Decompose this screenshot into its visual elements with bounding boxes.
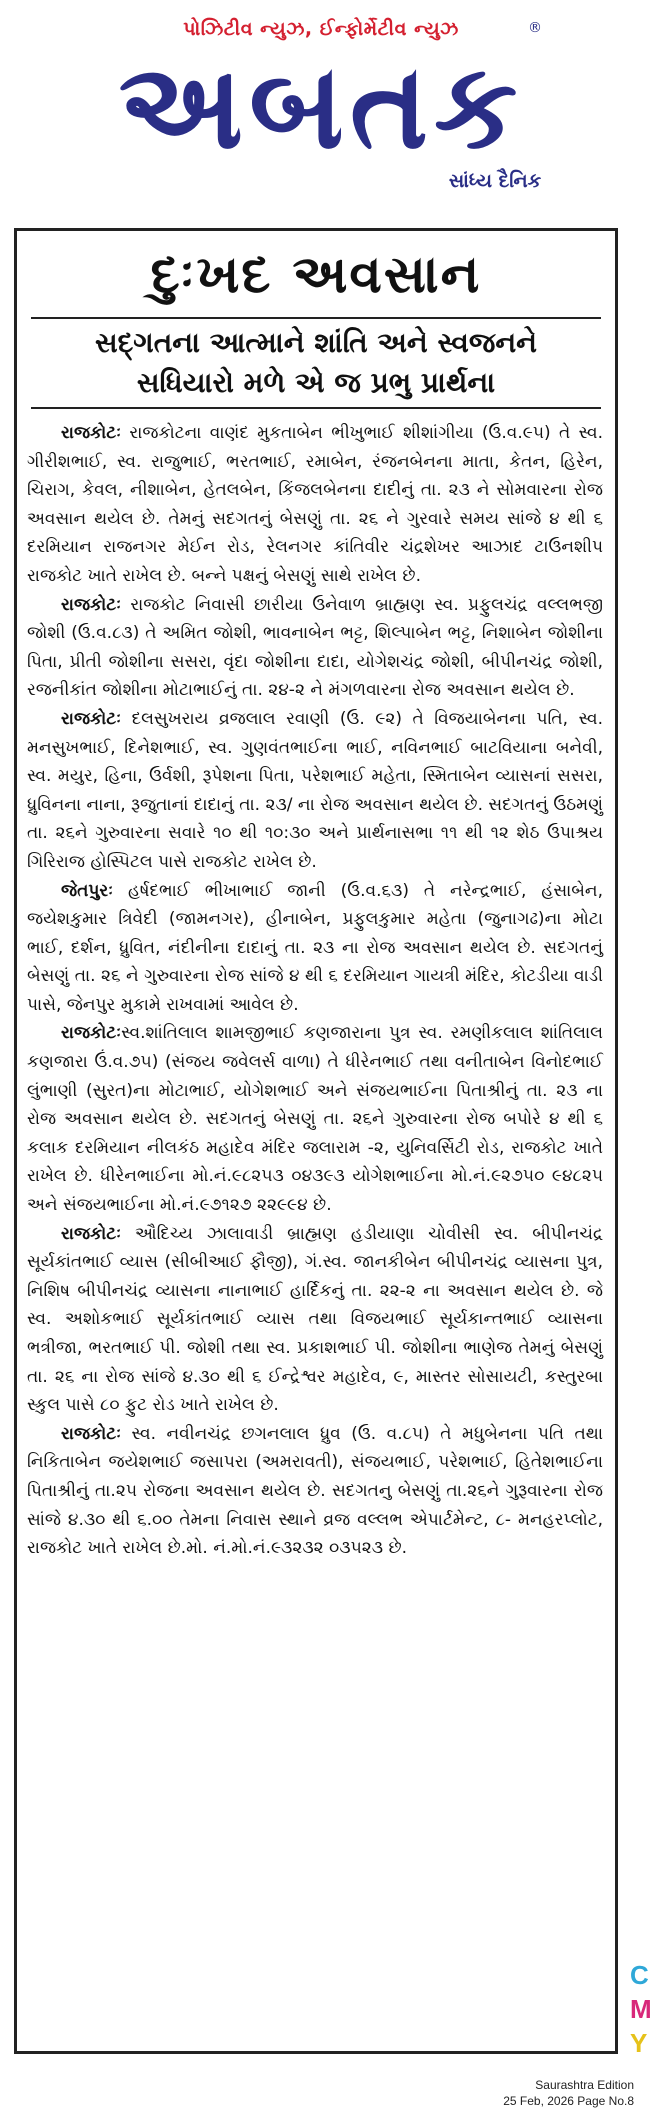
- subhead-line-2: સધિયારો મળે એ જ પ્રભુ પ્રાર્થના: [136, 366, 496, 399]
- notice-place: રાજકોટઃ: [61, 1423, 122, 1444]
- date-page-label: 25 Feb, 2026 Page No.8: [503, 2094, 634, 2108]
- notice-item: [27, 419, 603, 591]
- notice-text: દલસુખરાય વ્રજલાલ રવાણી (ઉ. ૯૨) તે વિજયાબેનના પતિ, સ્વ. મનસુખભાઈ, દિનેશભાઈ, સ્વ. ગુણવંતભાઈના ભાઈ, નવિનભાઈ બાટવિયાના બનેવી, સ્વ. મયુર, હિના, ઉર્વશી, રૂપેશના પિતા, પરેશભાઈ મહેતા, સ્મિતાબેન વ્યાસનાં સસરા, ધ્રુવિનના નાના, રૂજુતાનાં દાદાનું તા. ૨૩/ ના રોજ અવસાન થયેલ છે. સદગતનું ઉઠમણું તા. ૨૬ને ગુરુવારના સવારે ૧૦ થી ૧૦:૩૦ અને પ્રાર્થનાસભા ૧૧ થી ૧૨ શેઠ ઉપાશ્રય ગિરિરાજ હોસ્પિટલ પાસે રાજકોટ રાખેલ છે.: [27, 708, 603, 872]
- notice-place: રાજકોટઃ: [61, 1023, 122, 1044]
- color-registration-y: Y: [630, 2028, 648, 2058]
- notice-item: [27, 1220, 603, 1420]
- notice-item: [27, 1420, 603, 1563]
- subhead-line-1: સદ્ગતના આત્માને શાંતિ અને સ્વજનને: [94, 326, 538, 359]
- masthead: [0, 0, 642, 218]
- article-subhead: [27, 323, 605, 403]
- notice-text: રાજકોટના વાણંદ મુકતાબેન ભીખુભાઈ શીશાંગીયા (ઉ.વ.૯૫) તે સ્વ. ગીરીશભાઈ, સ્વ. રાજુભાઈ, ભરતભાઈ, રમાબેન, રંજનબેનના માતા, કેતન, હિરેન, ચિરાગ, કેવલ, નીશાબેન, હેતલબેન, કિંજલબેનના દાદીનું તા. ૨૩ ને સોમવારના રોજ અવસાન થયેલ છે. તેમનું સદગતનું બેસણું તા. ૨૬ ને ગુરવારે સમય સાંજે ૪ થી ૬ દરમિયાન રાજનગર મેઈન રોડ, રેલનગર કાંતિવીર ચંદ્રશેખર આઝાદ ટાઉનશીપ રાજકોટ ખાતે રાખેલ છે. બન્ને પક્ષનું બેસણું સાથે રાખેલ છે.: [27, 423, 603, 586]
- color-registration-c: C: [630, 1960, 649, 1990]
- newspaper-logo: અબતક: [118, 37, 524, 175]
- obituary-frame: [14, 228, 618, 2054]
- notice-item: [27, 877, 603, 1020]
- notice-place: રાજકોટઃ: [61, 708, 122, 729]
- article-headline: દુઃખદ અવસાન: [150, 245, 482, 305]
- notice-place: જેતપુરઃ: [61, 880, 114, 901]
- registered-mark: ®: [528, 20, 542, 36]
- notice-list: [27, 419, 603, 1563]
- subhead-divider: [31, 407, 601, 409]
- notice-place: રાજકોટઃ: [61, 1223, 122, 1244]
- notice-item: [27, 1019, 603, 1219]
- notice-text: રાજકોટ નિવાસી છારીયા ઉનેવાળ બ્રાહ્મણ સ્વ. પ્રફુલચંદ્ર વલ્લભજી જોશી (ઉ.વ.૮૩) તે અમિત જોશી, ભાવનાબેન ભટ્ટ, શિલ્પાબેન ભટ્ટ, નિશાબેન જોશીના પિતા, પ્રીતી જોશીના સસરા, વૃંદા જોશીના દાદા, યોગેશચંદ્ર જોશી, બીપીનચંદ્ર જોશી, રજનીકાંત જોશીના મોટાભાઈનું તા. ૨૪-૨ ને મંગળવારના રોજ અવસાન થયેલ છે.: [27, 594, 603, 701]
- notice-item: [27, 705, 603, 877]
- notice-item: [27, 591, 603, 705]
- notice-place: રાજકોટઃ: [61, 423, 122, 443]
- notice-place: રાજકોટઃ: [61, 594, 122, 615]
- edition-label: Saurashtra Edition: [535, 2078, 634, 2092]
- notice-text: સ્વ.શાંતિલાલ શામજીભાઈ કણજારાના પુત્ર સ્વ. રમણીકલાલ શાંતિલાલ કણજારા ઉં.વ.૭૫) (સંજય જવેલર્સ વાળા) તે ધીરેનભાઈ તથા વનીતાબેન વિનોદભાઈ લુંભાણી (સુરત)ના મોટાભાઈ, યોગેશભાઈ અને સંજયભાઈના પિતાશ્રીનું તા. ૨૩ ના રોજ અવસાન થયેલ છે. સદગતનું બેસણું તા. ૨૬ને ગુરુવારના રોજ બપોરે ૪ થી ૬ કલાક દરમિયાન નીલકંઠ મહાદેવ મંદિર જલારામ -૨, યુનિવર્સિટી રોડ, રાજકોટ ખાતે રાખેલ છે. ધીરેનભાઈના મો.નં.૯૮૨૫૩ ૦૪૩૯૩ યોગેશભાઈના મો.નં.૯૨૭૫૦ ૯૪૮૨૫ અને સંજયભાઈના મો.નં.૯૭૧૨૭ ૨૨૯૯૪ છે.: [27, 1023, 603, 1216]
- masthead-tagline: પોઝિટીવ ન્યુઝ, ઈન્ફોર્મેટીવ ન્યુઝ: [183, 18, 459, 40]
- color-registration-m: M: [630, 1994, 652, 2024]
- notice-text: ઔદિચ્ય ઝાલાવાડી બ્રાહ્મણ હડીયાણા ચોવીસી સ્વ. બીપીનચંદ્ર સૂર્યકાંતભાઈ વ્યાસ (સીબીઆઈ ફૌજી), ગં.સ્વ. જાનકીબેન બીપીનચંદ્ર વ્યાસના પુત્ર, નિશિષ બીપીનચંદ્ર વ્યાસના નાનાભાઈ હાર્દિકનું તા. ૨૨-૨ ના અવસાન થયેલ છે. જે સ્વ. અશોકભાઈ સૂર્યકાંતભાઈ વ્યાસ તથા વિજયભાઈ સૂર્યકાન્તભાઈ વ્યાસના ભત્રીજા, ભરતભાઈ પી. જોશી તથા સ્વ. પ્રકાશભાઈ પી. જોશીના ભાણેજ તેમનું બેસણું તા. ૨૬ ના રોજ સાંજે ૪.૩૦ થી ૬ ઈન્દ્રેશ્વર મહાદેવ, ૯, માસ્તર સોસાયટી, કસ્તુરબા સ્કુલ પાસે ૮૦ ફુટ રોડ ખાતે રાખેલ છે.: [27, 1223, 603, 1416]
- notice-text: સ્વ. નવીનચંદ્ર છગનલાલ ધ્રુવ (ઉ. વ.૮૫) તે મધુબેનના પતિ તથા નિકિતાબેન જયેશભાઈ જસાપરા (અમરાવતી), સંજયભાઈ, પરેશભાઈ, હિતેશભાઈના પિતાશ્રીનું તા.૨૫ રોજના અવસાન થયેલ છે. સદગતનુ બેસણું તા.૨૬ને ગુરૂવારના રોજ સાંજે ૪.૩૦ થી ૬.૦૦ તેમના નિવાસ સ્થાને વ્રજ વલ્લભ એપાર્ટમેન્ટ, ૮- મનહરપ્લોટ, રાજકોટ ખાતે રાખેલ છે.મો. નં.મો.નં.૯૩૨૩૨ ૦૩૫૨૩ છે.: [27, 1423, 603, 1559]
- notice-text: હર્ષદભાઈ ભીખાભાઈ જાની (ઉ.વ.૬૩) તે નરેન્દ્રભાઈ, હંસાબેન, જયેશકુમાર ત્રિવેદી (જામનગર), હીનાબેન, પ્રફુલકુમાર મહેતા (જુનાગઢ)ના મોટા ભાઈ, દર્શન, ધ્રુવિત, નંદીનીના દાદાનું તા. ૨૩ ના રોજ અવસાન થયેલ છે. સદગતનું બેસણું તા. ૨૬ ને ગુરુવારના રોજ સાંજે ૪ થી ૬ દરમિયાન ગાયત્રી મંદિર, કોટડીયા વાડી પાસે, જેનપુર મુકામે રાખવામાં આવેલ છે.: [27, 880, 603, 1015]
- masthead-subtag: સાંધ્ય દૈનિક: [448, 170, 542, 192]
- page-footer: [503, 2077, 634, 2109]
- headline-divider: [31, 317, 601, 319]
